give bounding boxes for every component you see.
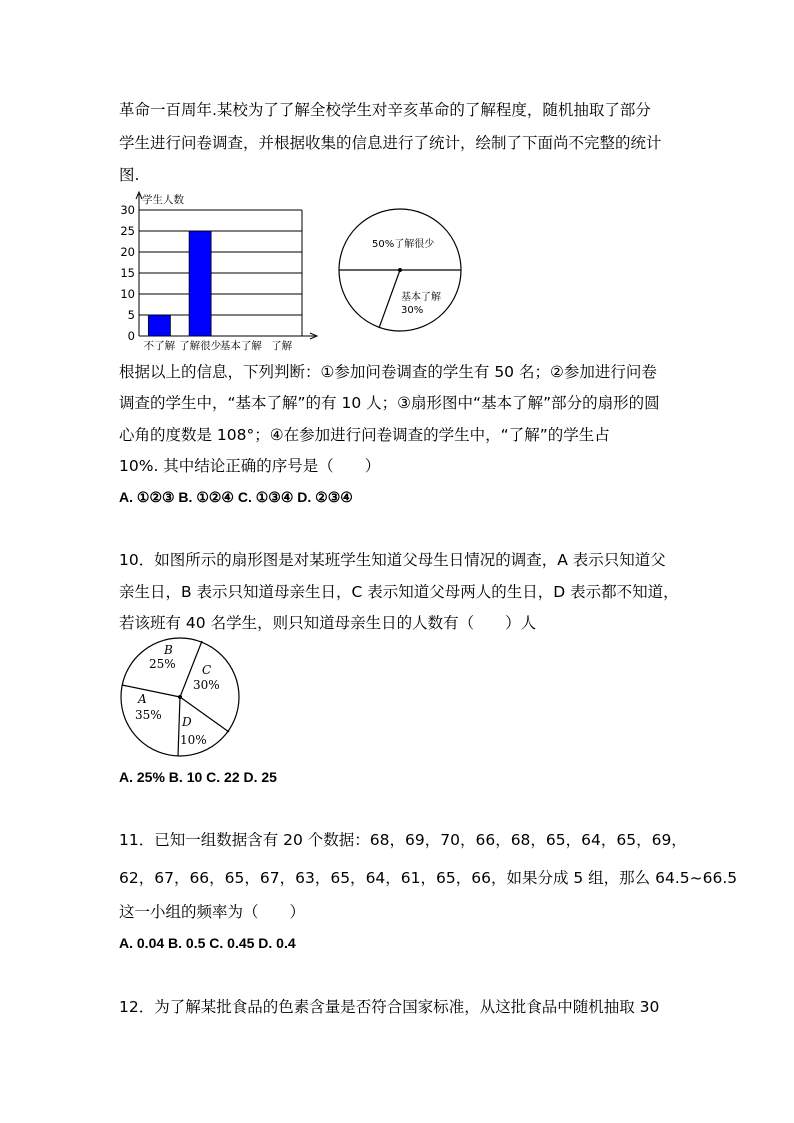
bar-category-1: 不了解	[143, 340, 176, 352]
q12-line-1: 12．为了解某批食品的色素含量是否符合国家标准，从这批食品中随机抽取 30	[119, 998, 660, 1016]
bar-y-tick-20: 20	[120, 245, 135, 259]
q10-label-a: A	[138, 692, 147, 706]
pie-center-dot	[398, 268, 402, 272]
q10-line-3: 若该班有 40 名学生，则只知道母亲生日的人数有（ ）人	[119, 614, 537, 632]
intro-line-3: 图.	[119, 166, 140, 184]
q10-label-c-percent: 30%	[193, 678, 220, 692]
bar-y-tick-5: 5	[127, 308, 135, 322]
bar-category-3: 基本了解	[219, 340, 262, 352]
q10-divider-d-a	[178, 697, 180, 756]
q10-label-d: D	[182, 715, 192, 729]
bar-y-tick-30: 30	[120, 203, 135, 217]
q10-label-d-percent: 10%	[180, 733, 207, 747]
q11-options: A. 0.04 B. 0.5 C. 0.45 D. 0.4	[119, 935, 296, 951]
q10-options: A. 25% B. 10 C. 22 D. 25	[119, 769, 277, 785]
bar-category-4: 了解	[271, 340, 293, 352]
q10-label-b-percent: 25%	[149, 657, 176, 671]
q11-line-1: 11．已知一组数据含有 20 个数据：68，69，70，66，68，65，64，65，69，	[119, 831, 687, 849]
bar-2	[189, 231, 211, 336]
pie-label-basic-understand: 基本了解	[401, 292, 441, 303]
q10-pie-center-dot	[178, 695, 182, 699]
pie-label-understand-little: 50%了解很少	[372, 239, 435, 250]
bar-y-tick-10: 10	[120, 287, 135, 301]
q9-line-1: 根据以上的信息，下列判断：①参加问卷调查的学生有 50 名；②参加进行问卷	[119, 363, 657, 381]
q10-pie-chart	[118, 637, 244, 763]
q10-divider-a-b	[122, 685, 180, 697]
q10-line-2: 亲生日，B 表示只知道母亲生日，C 表示知道父母两人的生日，D 表示都不知道，	[119, 583, 679, 601]
bar-chart-bars	[148, 231, 211, 336]
q9-bar-chart	[112, 188, 327, 356]
q10-label-c: C	[202, 663, 212, 677]
intro-line-2: 学生进行问卷调查，并根据收集的信息进行了统计，绘制了下面尚不完整的统计	[119, 134, 662, 152]
bar-y-tick-0: 0	[127, 329, 135, 343]
q10-label-a-percent: 35%	[135, 708, 162, 722]
bar-y-tick-15: 15	[120, 266, 135, 280]
q11-line-3: 这一小组的频率为（ ）	[119, 903, 306, 921]
bar-1	[148, 315, 170, 336]
q9-line-3: 心角的度数是 108°；④在参加进行问卷调查的学生中，“了解”的学生占	[119, 426, 610, 444]
intro-line-1: 革命一百周年.某校为了了解全校学生对辛亥革命的了解程度，随机抽取了部分	[119, 101, 651, 119]
bar-chart-y-label: 学生人数	[142, 194, 184, 206]
pie-label-basic-percent: 30%	[401, 305, 424, 316]
q10-line-1: 10．如图所示的扇形图是对某班学生知道父母生日情况的调查，A 表示只知道父	[119, 551, 666, 569]
bar-chart-categories	[144, 339, 293, 352]
q10-label-b: B	[164, 643, 173, 657]
q9-pie-chart	[336, 206, 466, 336]
bar-y-tick-25: 25	[120, 224, 135, 238]
bar-chart-y-ticks	[120, 203, 135, 343]
pie-divider-radius	[379, 270, 400, 328]
q11-line-2: 62，67，66，65，67，63，65，64，61，65，66，如果分成 5 组，那么 64.5~66.5	[119, 869, 738, 887]
q9-line-4: 10%. 其中结论正确的序号是（ ）	[119, 457, 381, 475]
q9-options: A. ①②③ B. ①②④ C. ①③④ D. ②③④	[119, 489, 353, 505]
q9-line-2: 调查的学生中，“基本了解”的有 10 人；③扇形图中“基本了解”部分的扇形的圆	[119, 394, 660, 412]
bar-category-2: 了解很少	[179, 340, 222, 352]
